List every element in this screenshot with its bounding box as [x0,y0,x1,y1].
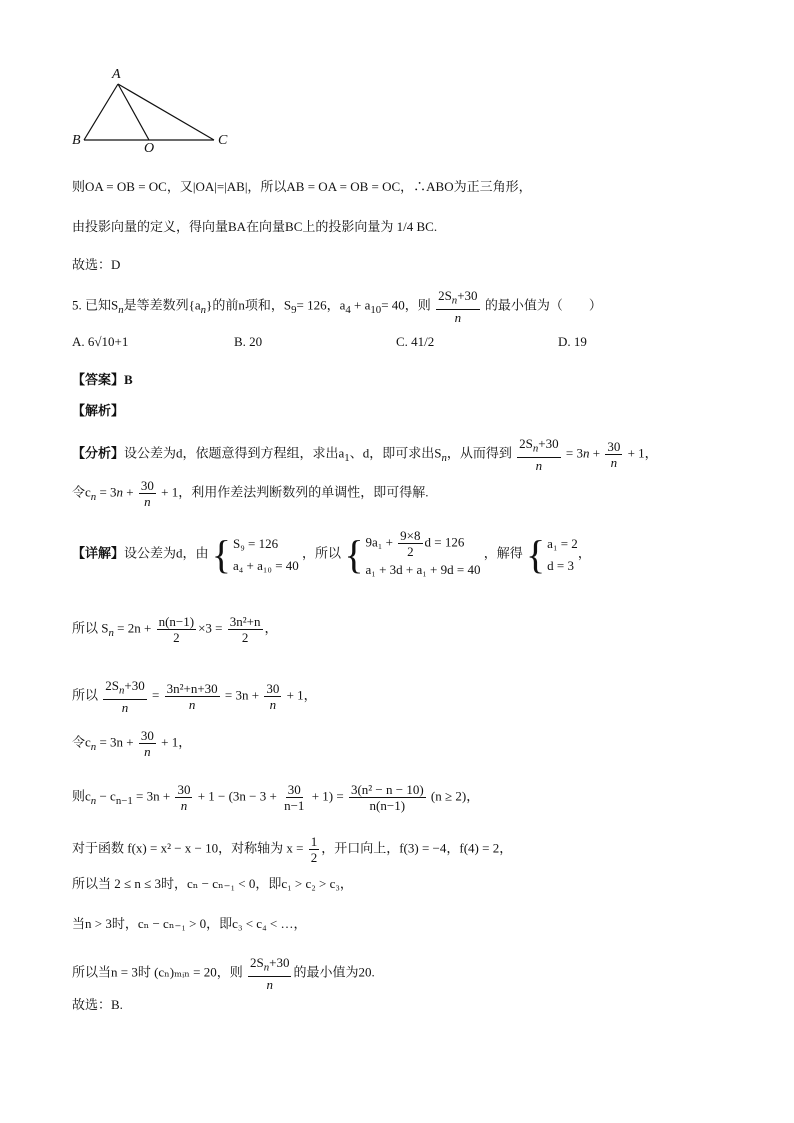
step-diff: 则$c_n - c_{n-1} = 3n$ + $\frac{30}{n}$ + 1 − (3n − 3 + $\frac{30}{n-1}$ + 1) = $\frac{\text{3(n² − n − 10)}}{n(n-1)}$ (n ≥ 2)， [72,782,480,813]
option-c: C. 41/2 [396,334,435,349]
vertex-b-label: B [72,133,81,148]
fenxi-label: 【分析】 [72,445,125,461]
option-d: D. 19 [558,334,587,349]
fenxi-line-2: 令$c_n = 3n$ + $\frac{30}{n}$ + 1，利用作差法判断数列的单调性，即可得解. [72,478,429,509]
question-stem-b: 是等差数列{a [123,297,201,313]
detail-label: 【详解】 [72,545,125,561]
detail-line: 【详解】设公差为d，由 { S₉ = 126 a₄ + a₁₀ = 40 ，所以 { 9a₁ + $\frac{9\times 8}{2}$ d = 126 a₁ + 3d + a₁ + 9d = 40 ，解得 { a₁ = 2 d = 3 ， [72,528,591,577]
intro-line-2: 由投影向量的定义，得向量BA在向量BC上的投影向量为 1/4 BC. [72,219,438,234]
step-sn: 所以 $S_n = 2n$ + $\frac{n(n-1)}{2}$ ×3 = $\frac{\text{3n²+n}}{2}$ ， [72,614,278,645]
option-b: B. 20 [234,334,263,349]
option-a: A. 6√10+1 [72,334,129,349]
vertex-o-label: O [144,141,155,156]
intro-choose: 故选：D [72,257,121,272]
step-function: 对于函数 f(x) = x² − x − 10，对称轴为 x = $\frac{1}{2}$ ，开口向上，f(3) = −4，f(4) = 2， [72,834,513,865]
step-ratio: 所以 $\frac{2S_n+30}{n}$ = $\frac{\text{3n²+n+30}}{n}$ = 3n + $\frac{30}{n}$ + 1， [72,678,317,715]
question-5-stem: 5. 已知$S_n$是等差数列$\{a_n\}$的前n项和，$S_9= 126$，$a_4 + a_{10}= 40$，则 $\frac{2S_n+30}{n}$ 的最小值为（ ） [72,288,602,325]
final-choose: 故选：B. [72,997,123,1012]
step-decreasing: 所以当 2 ≤ n ≤ 3时，cₙ − cₙ₋₁ < 0，即c₁ > c₂ > c₃， [72,876,353,891]
question-number: 5. [72,297,82,313]
answer-label: 【答案】B [72,372,133,387]
step-min: 所以当n = 3时 (cₙ)ₘᵢₙ = 20，则 $\frac{2S_n+30}{n}$ 的最小值为20. [72,955,375,992]
fenxi-line-1: 【分析】设公差为d，依题意得到方程组，求出$a_1$、d，即可求出$S_n$，从而得到 $\frac{2S_n+30}{n}$ = 3n + $\frac{30}{n}$ + 1， [72,436,658,473]
intro-line-1: 则OA = OB = OC，又|OA|=|AB|，所以AB = OA = OB = OC，∴ABO为正三角形， [72,179,532,194]
question-stem-a: 已知S [85,297,119,313]
vertex-a-label: A [112,67,121,82]
question-s9: = 126，a [296,297,346,313]
analysis-label: 【解析】 [72,403,125,418]
question-stem-c: }的前n项和，S [206,297,292,313]
question-eq40: = 40，则 [381,297,431,313]
step-increasing: 当n > 3时，cₙ − cₙ₋₁ > 0，即c₃ < c₄ < …， [72,916,307,931]
question-a4a10: + a [350,297,371,313]
question-fraction: $\frac{2S_n+30}{n}$ [438,288,478,325]
question-tail: 的最小值为（ ） [484,297,602,313]
step-cn: 令$c_n = 3n$ + $\frac{30}{n}$ + 1， [72,728,192,759]
vertex-c-label: C [218,133,228,148]
